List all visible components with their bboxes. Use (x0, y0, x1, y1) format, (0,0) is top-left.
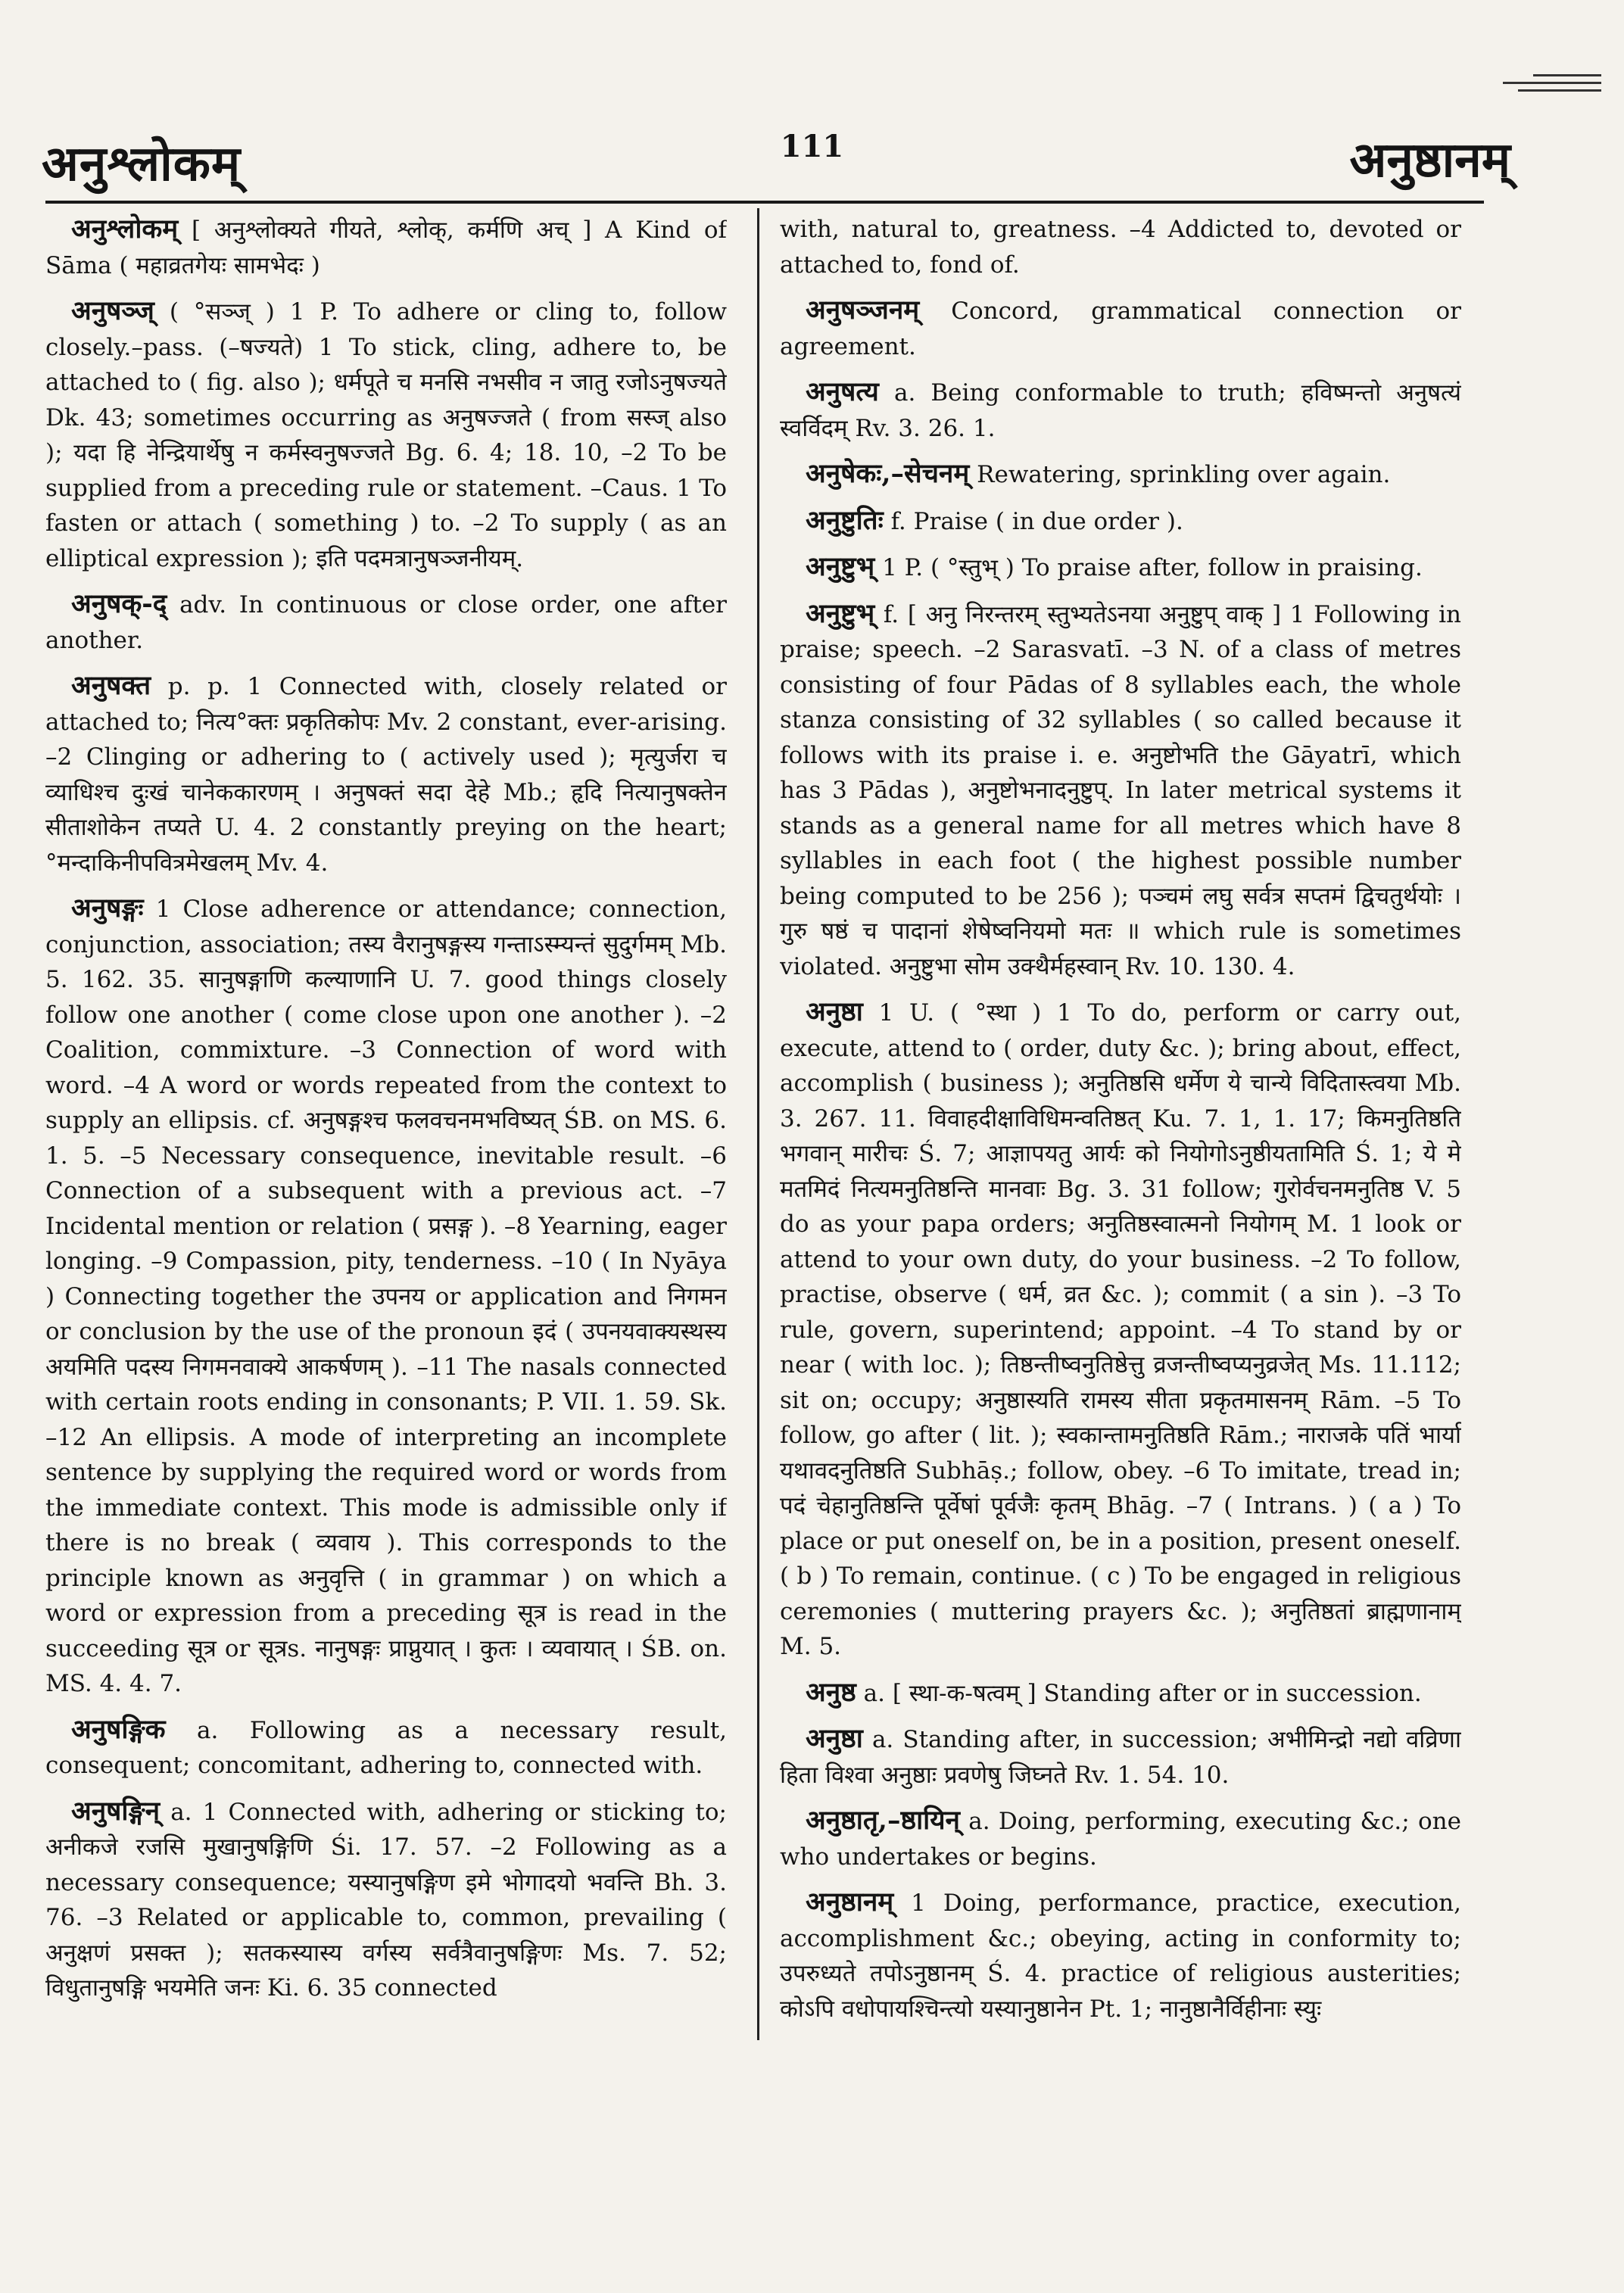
entry-headword: अनुषङ्गः (71, 893, 144, 924)
entry-headword: अनुष्ठानम् (806, 1886, 894, 1918)
dictionary-entry (780, 503, 1461, 540)
dictionary-entry (780, 995, 1461, 1665)
dictionary-entry (780, 1721, 1461, 1793)
entry-definition: a. [ स्था-क-षत्वम् ] Standing after or in succession. (863, 1679, 1422, 1707)
entry-headword: अनुष्ठा (806, 996, 863, 1027)
entry-definition: adv. In continuous or close order, one after another. (45, 591, 727, 654)
entry-headword: अनुषत्य (806, 376, 879, 407)
entry-headword: अनुषक्-द् (71, 588, 167, 619)
dictionary-entry (45, 891, 727, 1702)
entry-definition: 1 U. ( °स्था ) 1 To do, perform or carry out, execute, attend to ( order, duty &c. ); bring about, effect, accomplish ( business ); अनुतिष्ठसि धर्मेण ये चान्ये विदितास्त्वया Mb. 3. 267. 11. विवाहदीक्षाविधिमन्वतिष्ठत् Ku. 7. 1, 1. 17; किमनुतिष्ठति भगवान् मारीचः Ś. 7; आज्ञापयतु आर्यः को नियोगोऽनुष्ठीयतामिति Ś. 1; ये मे मतमिदं नित्यमनुतिष्ठन्ति मानवाः Bg. 3. 31 follow; गुरोर्वचनमनुतिष्ठ V. 5 do as your papa orders; अनुतिष्ठस्वात्मनो नियोगम् M. 1 look or attend to your own duty, do your business. –2 To follow, practise, observe ( धर्म, व्रत &c. ); commit ( a sin ). –3 To rule, govern, superintend; appoint. –4 To stand by or near ( with loc. ); तिष्ठन्तीष्वनुतिष्ठेत्तु व्रजन्तीष्वप्यनुव्रजेत् Ms. 11.112; sit on; occupy; अनुष्ठास्यति रामस्य सीता प्रकृतमासनम् Rām. –5 To follow, go after ( lit. ); स्वकान्तामनुतिष्ठति Rām.; नाराजके पतिं भार्या यथावदनुतिष्ठति Subhāṣ.; follow, obey. –6 To imitate, tread in; पदं चेहानुतिष्ठन्ति पूर्वेषां पूर्वजैः कृतम् Bhāg. –7 ( Intrans. ) ( a ) To place or put oneself on, be in a position, present oneself. ( b ) To remain, continue. ( c ) To be engaged in religious ceremonies ( muttering prayers &c. ); अनुतिष्ठतां ब्राह्मणानाम् M. 5. (780, 999, 1461, 1660)
entry-definition: a. 1 Connected with, adhering or sticking to; अनीकजे रजसि मुखानुषङ्गिणि Śi. 17. 57. –2 Following as a necessary consequence; यस्यानुषङ्गिण इमे भोगादयो भवन्ति Bh. 3. 76. –3 Related or applicable to, common, prevailing ( अनुक्षणं प्रसक्त ); सतकस्यास्य वर्गस्य सर्वत्रैवानुषङ्गिणः Ms. 7. 52; विधुतानुषङ्गि भयमेति जनः Ki. 6. 35 connected (45, 1798, 727, 2002)
entry-headword: अनुश्लोकम् (71, 213, 179, 245)
dictionary-entry (780, 1885, 1461, 2027)
entry-headword: अनुष्ठा (806, 1723, 863, 1754)
entry-headword: अनुष्टुभ् (806, 551, 875, 582)
entry-definition: [ अनुश्लोक्यते गीयते, श्लोक्, कर्मणि अच् ] A Kind of Sāma ( महाव्रतगेयः सामभेदः ) (45, 217, 727, 279)
entry-headword: अनुषक्त (71, 670, 151, 701)
dictionary-entry (780, 1675, 1461, 1712)
entry-definition: 1 Doing, performance, practice, execution, accomplishment &c.; obeying, acting in conformity to; उपरुध्यते तपोऽनुष्ठानम् Ś. 4. practice of religious austerities; कोऽपि वधोपायश्चिन्त्यो यस्यानुष्ठानेन Pt. 1; नानुष्ठानैर्विहीनाः स्युः (780, 1890, 1461, 2023)
dictionary-entry (780, 293, 1461, 364)
column-divider (757, 208, 759, 2040)
entry-headword: अनुष्टुभ् (806, 597, 875, 629)
dictionary-entry (780, 212, 1461, 282)
dictionary-entry (45, 668, 727, 880)
dictionary-entry (780, 456, 1461, 493)
entry-definition: 1 Close adherence or attendance; connection, conjunction, association; तस्य वैरानुषङ्गस्य गन्ताऽस्म्यन्तं सुदुर्गमम् Mb. 5. 162. 35. सानुषङ्गाणि कल्याणानि U. 7. good things closely follow one another ( come close upon one another ). –2 Coalition, commixture. –3 Connection of word with word. –4 A word or words repeated from the context to supply an ellipsis. cf. अनुषङ्गश्च फलवचनमभविष्यत् ŚB. on MS. 6. 1. 5. –5 Necessary consequence, inevitable result. –6 Connection of a subsequent with a previous act. –7 Incidental mention or relation ( प्रसङ्ग ). –8 Yearning, eager longing. –9 Compassion, pity, tenderness. –10 ( In Nyāya ) Connecting together the उपनय or application and निगमन or conclusion by the use of the pronoun इदं ( उपनयवाक्यस्थस्य अयमिति पदस्य निगमनवाक्ये आकर्षणम् ). –11 The nasals connected with certain roots ending in consonants; P. VII. 1. 59. Sk. –12 An ellipsis. A mode of interpreting an incomplete sentence by supplying the required word or words from the immediate context. This mode is admissible only if there is no break ( व्यवाय ). This corresponds to the principle known as अनुवृत्ति ( in grammar ) on which a word or expression from a preceding सूत्र is read in the succeeding सूत्र or सूत्रs. नानुषङ्गः प्राप्नुयात् । कुतः । व्यवायात् । ŚB. on. MS. 4. 4. 7. (45, 896, 727, 1697)
left-column (45, 212, 727, 2180)
entry-definition: p. p. 1 Connected with, closely related or attached to; नित्य°क्तः प्रकृतिकोपः Mv. 2 constant, ever-arising. –2 Clinging or adhering to ( actively used ); मृत्युर्जरा च व्याधिश्च दुःखं चानेककारणम् । अनुषक्तं सदा देहे Mb.; हृदि नित्यानुषक्तेन सीताशोकेन तप्यते U. 4. 2 constantly preying on the heart; °मन्दाकिनीपवित्रमेखलम् Mv. 4. (45, 673, 727, 877)
dictionary-entry (45, 587, 727, 658)
header-rule (45, 201, 1484, 204)
dictionary-entry (780, 597, 1461, 985)
entry-headword: अनुषञ्ज् (71, 295, 154, 326)
entry-headword: अनुषङ्गिक (71, 1713, 166, 1745)
entry-definition: a. Following as a necessary result, consequent; concomitant, adhering to, connected with. (45, 1716, 727, 1779)
entry-headword: अनुष्ठ (806, 1676, 856, 1708)
entry-definition: f. Praise ( in due order ). (890, 507, 1183, 535)
dictionary-entry (45, 1794, 727, 2006)
running-head-left: अनुश्लोकम् (42, 136, 242, 192)
entry-headword: अनुषञ्जनम् (806, 294, 920, 326)
corner-mark (1503, 70, 1601, 95)
entry-definition: ( °सञ्ज् ) 1 P. To adhere or cling to, follow closely.–pass. (–षज्यते) 1 To stick, cling, adhere to, be attached to ( fig. also ); धर्मपूते च मनसि नभसीव न जातु रजोऽनुषज्यते Dk. 43; sometimes occurring as अनुषज्जते ( from सस्ज् also ); यदा हि नेन्द्रियार्थेषु न कर्मस्वनुषज्जते Bg. 6. 4; 18. 10, –2 To be supplied from a preceding rule or statement. –Caus. 1 To fasten or attach ( something ) to. –2 To supply ( as an elliptical expression ); इति पदमत्रानुषञ्जनीयम्. (45, 298, 727, 572)
entry-definition: 1 P. ( °स्तुभ् ) To praise after, follow in praising. (882, 554, 1423, 581)
entry-definition: Concord, grammatical connection or agreement. (780, 298, 1461, 360)
entry-definition: Rewatering, sprinkling over again. (977, 461, 1391, 488)
entry-headword: अनुष्टुतिः (806, 504, 884, 536)
dictionary-entry (45, 212, 727, 283)
dictionary-entry (45, 294, 727, 576)
entry-definition: a. Doing, performing, executing &c.; one who undertakes or begins. (780, 1808, 1461, 1871)
dictionary-entry (780, 550, 1461, 586)
entry-headword: अनुष्ठातृ,–ष्ठायिन् (806, 1805, 960, 1836)
entry-definition: with, natural to, greatness. –4 Addicted to, devoted or attached to, fond of. (780, 216, 1461, 279)
dictionary-entry (780, 375, 1461, 446)
dictionary-entry (780, 1803, 1461, 1874)
page-number: 111 (780, 129, 844, 164)
entry-definition: a. Standing after, in succession; अभीमिन्द्रो नद्यो वव्रिणा हिता विश्वा अनुष्ठाः प्रवणेषु जिघ्नते Rv. 1. 54. 10. (780, 1726, 1461, 1789)
entry-headword: अनुषेकः,–सेचनम् (806, 458, 970, 489)
entry-definition: a. Being conformable to truth; हविष्मन्तो अनुषत्यं स्वर्विदम् Rv. 3. 26. 1. (780, 379, 1461, 442)
running-head-right: अनुष्ठानम् (1349, 132, 1510, 188)
entry-definition: f. [ अनु निरन्तरम् स्तुभ्यतेऽनया अनुष्टुप् वाक् ] 1 Following in praise; speech. –2 Sarasvatī. –3 N. of a class of metres consisting of four Pādas of 8 syllables each, the whole stanza consisting of 32 syllables ( so called because it follows with its praise i. e. अनुष्टोभति the Gāyatrī, which has 3 Pādas ), अनुष्टोभनादनुष्टुप्. In later metrical systems it stands as a general name for all metres which have 8 syllables in each foot ( the highest possible number being computed to be 256 ); पञ्चमं लघु सर्वत्र सप्तमं द्विचतुर्थयोः । गुरु षष्ठं च पादानां शेषेष्वनियमो मतः ॥ which rule is sometimes violated. अनुष्टुभा सोम उक्थैर्महस्वान् Rv. 10. 130. 4. (780, 600, 1461, 980)
right-column (780, 212, 1461, 2180)
dictionary-entry (45, 1712, 727, 1784)
entry-headword: अनुषङ्गिन् (71, 1795, 161, 1827)
